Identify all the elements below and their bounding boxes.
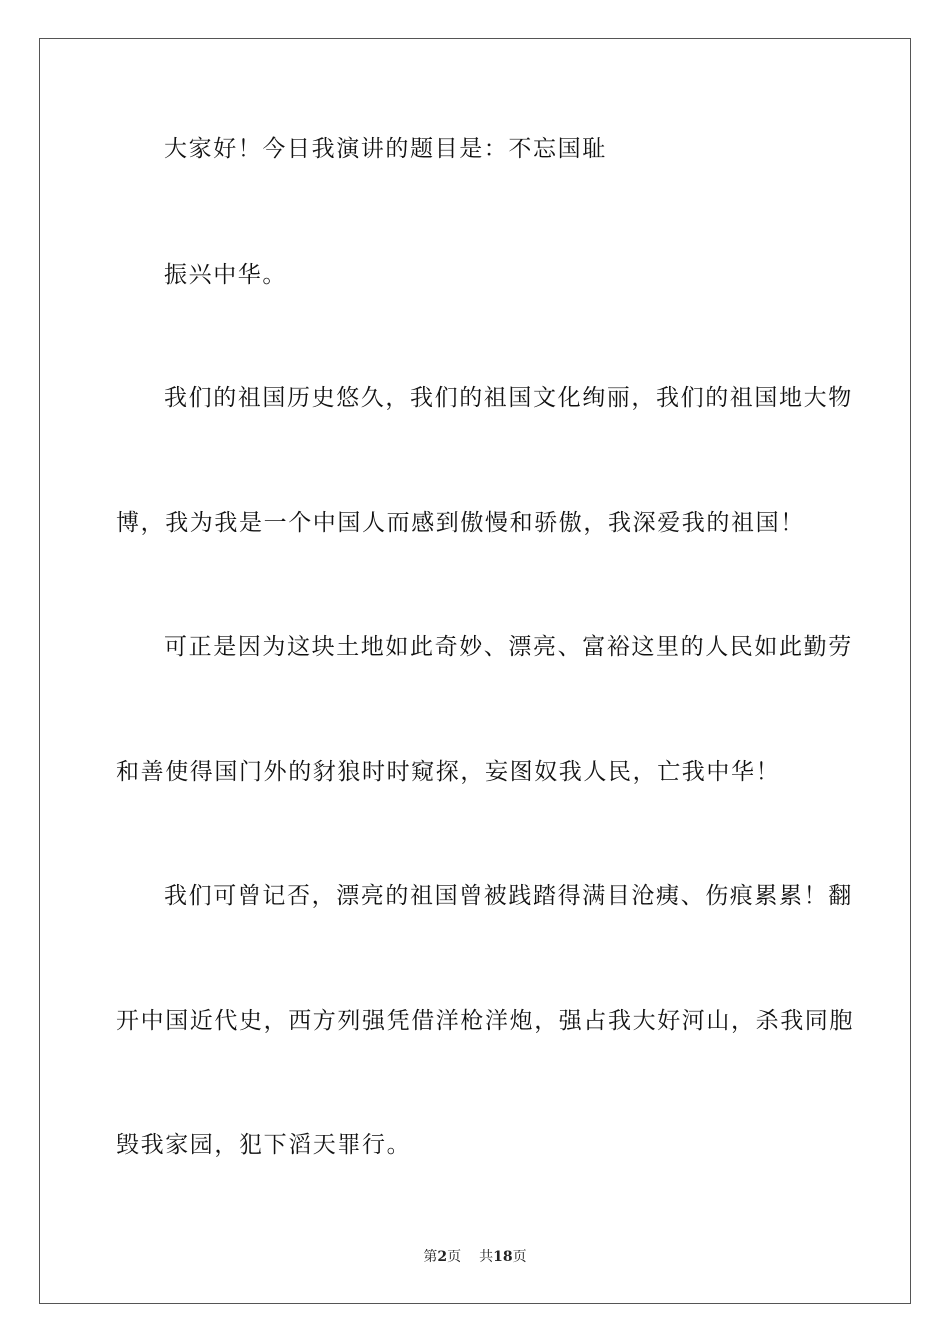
footer-page-prefix: 第 (423, 1249, 438, 1265)
text-line-1: 大家好！今日我演讲的题目是：不忘国耻 (164, 136, 607, 162)
page-footer (0, 1248, 950, 1266)
footer-total-pages: 18 (493, 1249, 513, 1265)
text-line-9: 毁我家园，犯下滔天罪行。 (116, 1132, 412, 1158)
footer-page-number: 2 (437, 1249, 448, 1265)
footer-page-suffix: 页 (447, 1249, 462, 1265)
text-line-4: 博，我为我是一个中国人而感到傲慢和骄傲，我深爱我的祖国！ (116, 510, 805, 536)
footer-total-suffix: 页 (512, 1249, 527, 1265)
text-line-3: 我们的祖国历史悠久，我们的祖国文化绚丽，我们的祖国地大物 (164, 385, 853, 411)
footer-total-prefix: 共 (479, 1249, 494, 1265)
text-line-7: 我们可曾记否，漂亮的祖国曾被践踏得满目沧痍、伤痕累累！翻 (164, 883, 853, 909)
text-line-5: 可正是因为这块土地如此奇妙、漂亮、富裕这里的人民如此勤劳 (164, 634, 853, 660)
text-line-2: 振兴中华。 (164, 262, 287, 288)
text-line-8: 开中国近代史，西方列强凭借洋枪洋炮，强占我大好河山，杀我同胞 (116, 1008, 854, 1034)
page-border (39, 38, 911, 1304)
text-line-6: 和善使得国门外的豺狼时时窥探，妄图奴我人民，亡我中华！ (116, 759, 781, 785)
